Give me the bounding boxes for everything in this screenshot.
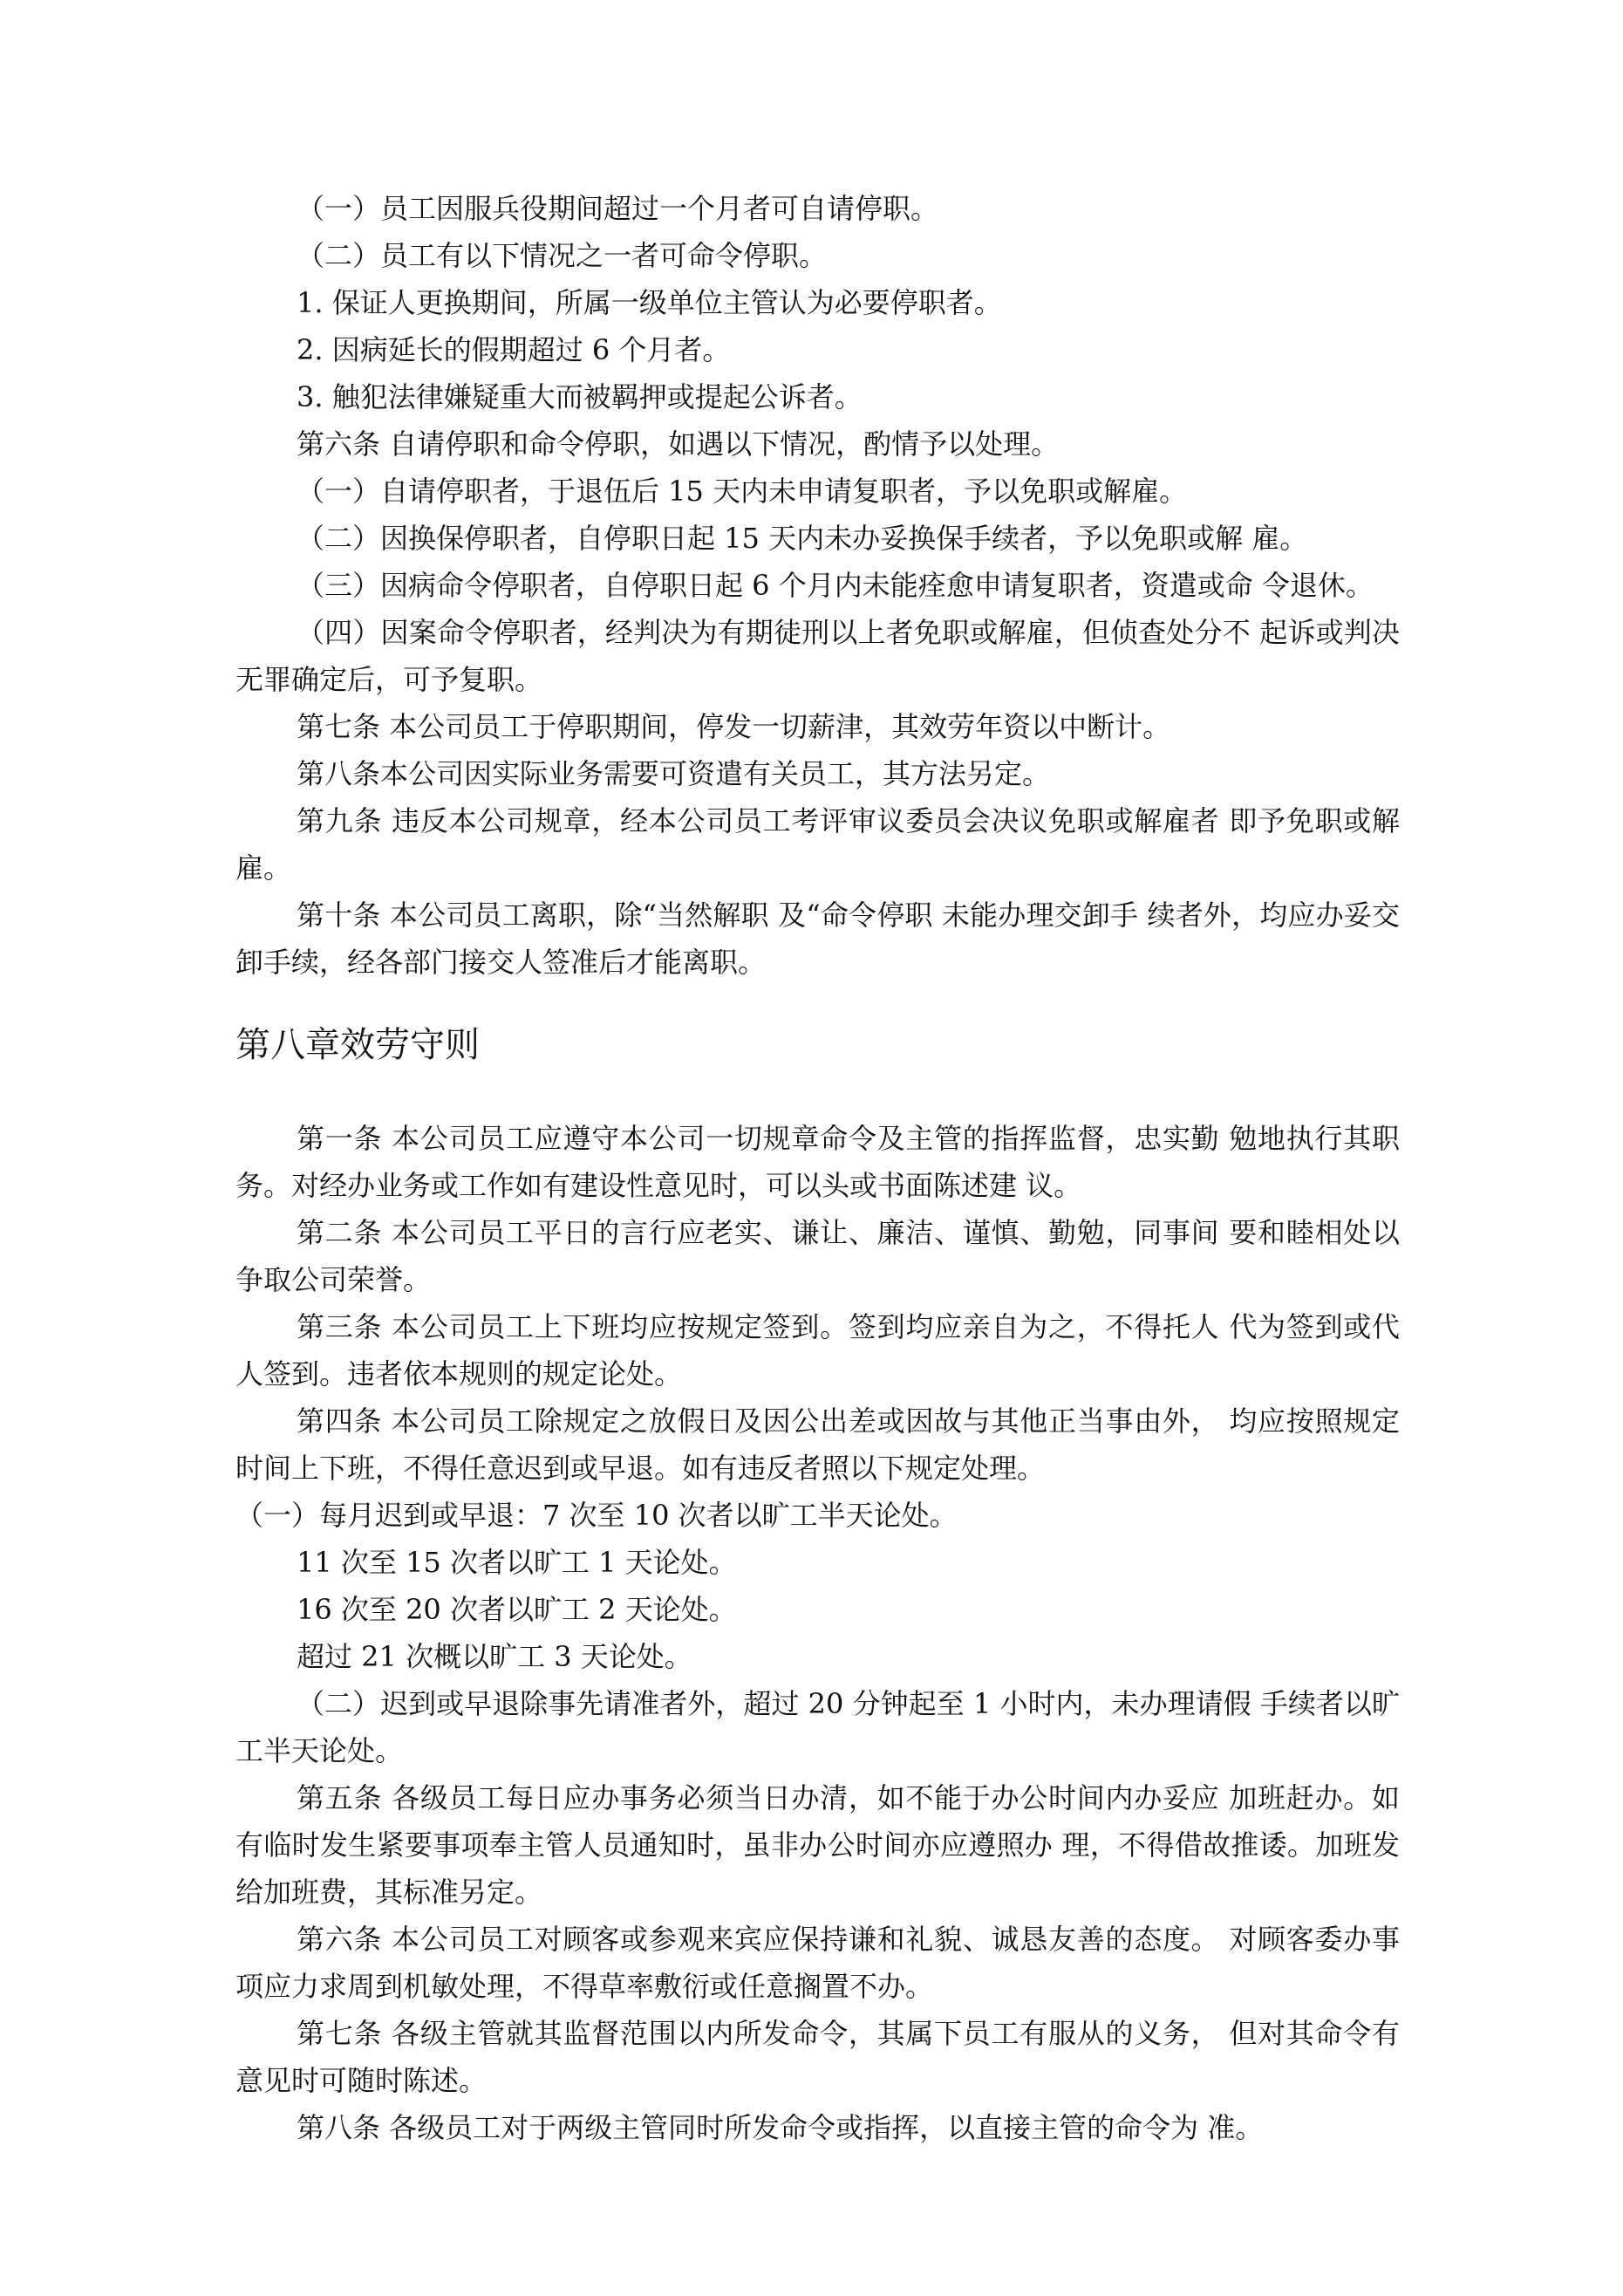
- paragraph: 第十条 本公司员工离职，除“当然解职 及“命令停职 未能办理交卸手 续者外，均应办妥交卸手续，经各部门接交人签准后才能离职。: [235, 899, 1400, 979]
- section-suspension-rules: [235, 185, 1400, 986]
- paragraph: 第四条 本公司员工除规定之放假日及因公出差或因故与其他正当事由外， 均应按照规定时间上下班，不得任意迟到或早退。如有违反者照以下规定处理。: [235, 1404, 1400, 1485]
- paragraph: 第八条本公司因实际业务需要可资遣有关员工，其方法另定。: [297, 757, 1051, 790]
- paragraph: （一）每月迟到或早退：7 次至 10 次者以旷工半天论处。: [235, 1499, 958, 1532]
- paragraph: 3. 触犯法律嫌疑重大而被羁押或提起公诉者。: [297, 380, 863, 413]
- paragraph: （二）迟到或早退除事先请准者外，超过 20 分钟起至 1 小时内，未办理请假 手续者以旷工半天论处。: [235, 1687, 1400, 1767]
- paragraph: （二）员工有以下情况之一者可命令停职。: [297, 239, 828, 272]
- paragraph: （三）因病命令停职者，自停职日起 6 个月内未能痊愈申请复职者，资遣或命 令退休。: [297, 569, 1374, 602]
- paragraph: 1. 保证人更换期间，所属一级单位主管认为必要停职者。: [297, 286, 1002, 319]
- paragraph: （二）因换保停职者，自停职日起 15 天内未办妥换保手续者，予以免职或解 雇。: [297, 522, 1308, 555]
- paragraph: 第八条 各级员工对于两级主管同时所发命令或指挥，以直接主管的命令为 准。: [297, 2111, 1264, 2144]
- paragraph: 2. 因病延长的假期超过 6 个月者。: [297, 333, 731, 366]
- paragraph: （一）自请停职者，于退伍后 15 天内未申请复职者，予以免职或解雇。: [297, 475, 1188, 508]
- paragraph: 第六条 自请停职和命令停职，如遇以下情况，酌情予以处理。: [297, 427, 1060, 461]
- paragraph: 第七条 本公司员工于停职期间，停发一切薪津，其效劳年资以中断计。: [297, 710, 1171, 743]
- paragraph: 第三条 本公司员工上下班均应按规定签到。签到均应亲自为之，不得托人 代为签到或代人签到。违者依本规则的规定论处。: [235, 1310, 1400, 1391]
- paragraph: 第七条 各级主管就其监督范围以内所发命令，其属下员工有服从的义务， 但对其命令有意见时可随时陈述。: [235, 2017, 1400, 2097]
- paragraph: 超过 21 次概以旷工 3 天论处。: [297, 1640, 692, 1673]
- section-service-rules: [235, 1115, 1400, 2151]
- paragraph: 第六条 本公司员工对顾客或参观来宾应保持谦和礼貌、诚恳友善的态度。 对顾客委办事项应力求周到机敏处理，不得草率敷衍或任意搁置不办。: [235, 1923, 1400, 2003]
- paragraph: 16 次至 20 次者以旷工 2 天论处。: [297, 1593, 737, 1626]
- paragraph: （一）员工因服兵役期间超过一个月者可自请停职。: [297, 192, 939, 225]
- paragraph: 第一条 本公司员工应遵守本公司一切规章命令及主管的指挥监督，忠实勤 勉地执行其职务。对经办业务或工作如有建设性意见时，可以头或书面陈述建 议。: [235, 1122, 1400, 1202]
- paragraph: 11 次至 15 次者以旷工 1 天论处。: [297, 1546, 737, 1579]
- paragraph: 第五条 各级员工每日应办事务必须当日办清，如不能于办公时间内办妥应 加班赶办。如有临时发生紧要事项奉主管人员通知时，虽非办公时间亦应遵照办 理，不得借故推诿。加班发给加班费，其标准另定。: [235, 1781, 1400, 1909]
- chapter-heading: 第八章效劳守则: [235, 1025, 480, 1065]
- paragraph: （四）因案命令停职者，经判决为有期徒刑以上者免职或解雇，但侦查处分不 起诉或判决无罪确定后，可予复职。: [235, 616, 1400, 696]
- paragraph: 第九条 违反本公司规章，经本公司员工考评审议委员会决议免职或解雇者 即予免职或解雇。: [235, 804, 1400, 885]
- paragraph: 第二条 本公司员工平日的言行应老实、谦让、廉洁、谨慎、勤勉，同事间 要和睦相处以争取公司荣誉。: [235, 1216, 1400, 1296]
